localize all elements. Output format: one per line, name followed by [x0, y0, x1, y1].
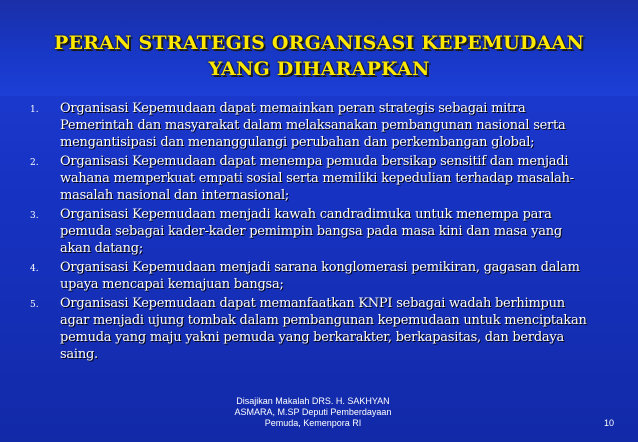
title-line-1: PERAN STRATEGIS ORGANISASI KEPEMUDAAN — [53, 32, 585, 54]
page-number: 10 — [603, 418, 614, 428]
list-item-number: 5. — [30, 300, 39, 310]
list-item-number: 4. — [30, 264, 39, 274]
list-item-number: 2. — [30, 158, 39, 168]
list-item — [30, 153, 590, 204]
list-item-text: Organisasi Kepemudaan menjadi sarana konglomerasi pemikiran, gagasan dalam upaya mencapai kemajuan bangsa; — [60, 260, 580, 292]
title-line-2: YANG DIHARAPKAN — [208, 58, 430, 80]
list-item — [30, 100, 590, 151]
list-item — [30, 295, 590, 363]
list-item — [30, 259, 590, 293]
list-item-number: 3. — [30, 211, 39, 221]
list-item-text: Organisasi Kepemudaan dapat menempa pemuda bersikap sensitif dan menjadi wahana memperkuat empati sosial serta memiliki kepedulian terhadap masalah-masalah nasional dan internasional; — [60, 154, 574, 203]
list-item-text: Organisasi Kepemudaan dapat memainkan peran strategis sebagai mitra Pemerintah dan masyarakat dalam melaksanakan pembangunan nasional serta mengantisipasi dan menanggulangi perubahan dan perkembangan global; — [60, 101, 566, 150]
list-item — [30, 206, 590, 257]
footer-note: Disajikan Makalah DRS. H. SAKHYAN ASMARA, M.SP Deputi Pemberdayaan Pemuda, Kemenpora RI — [234, 396, 392, 428]
list-item-text: Organisasi Kepemudaan menjadi kawah candradimuka untuk menempa para pemuda sebagai kader-kader pemimpin bangsa pada masa kini dan masa yang akan datang; — [60, 207, 562, 256]
list-item-text: Organisasi Kepemudaan dapat memanfaatkan KNPI sebagai wadah berhimpun agar menjadi ujung tombak dalam pembangunan kepemudaan untuk menciptakan pemuda yang maju yakni pemuda yang berkarakter, berkapasitas, dan berdaya saing. — [60, 296, 587, 362]
numbered-list — [30, 100, 590, 365]
slide-title — [0, 30, 638, 82]
list-item-number: 1. — [30, 105, 39, 115]
